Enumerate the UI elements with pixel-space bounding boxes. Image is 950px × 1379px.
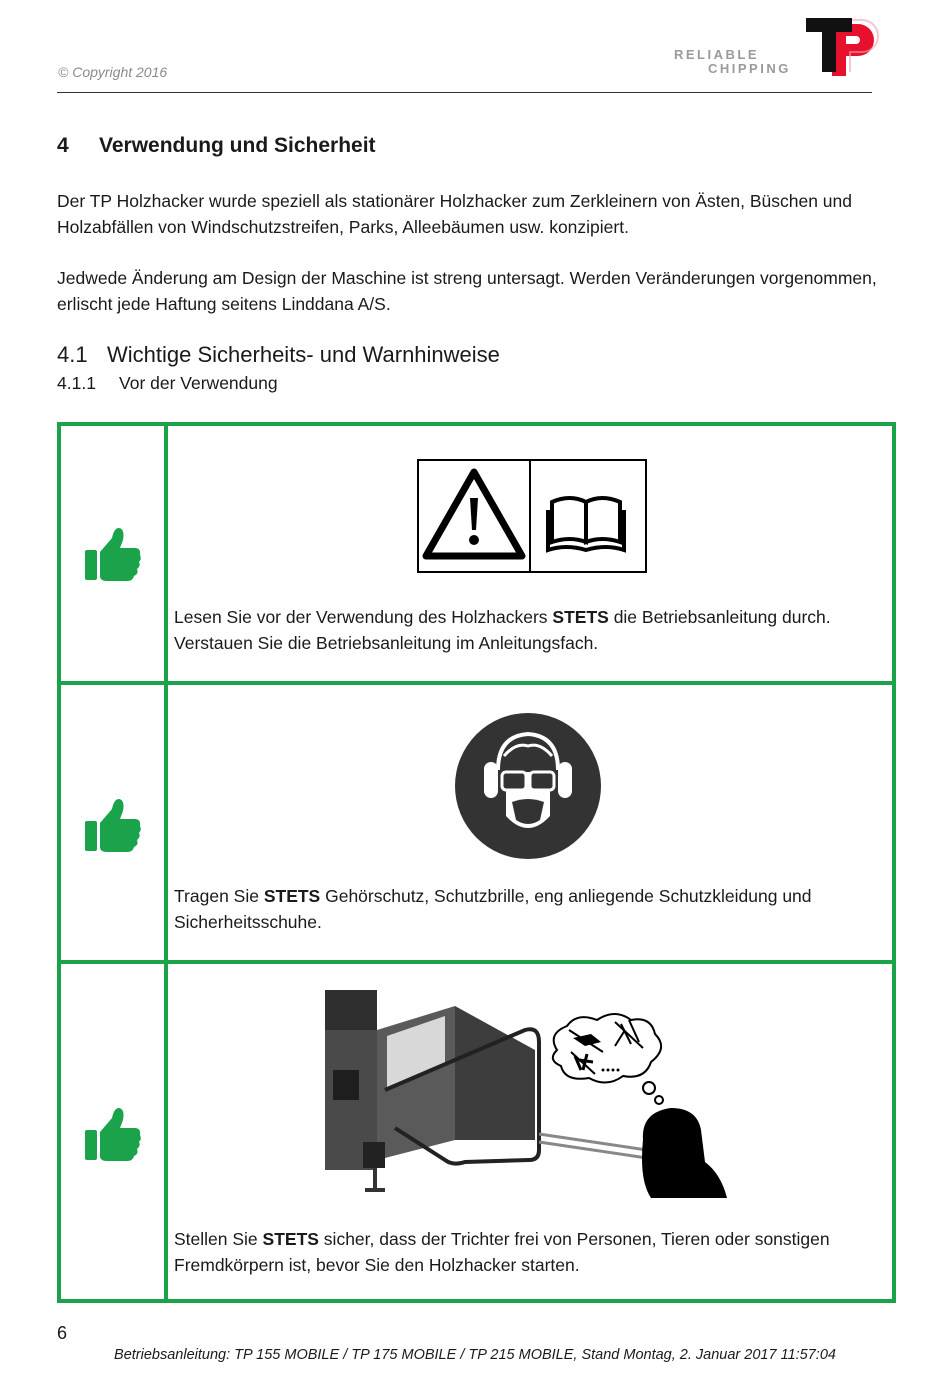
- section-heading: [57, 134, 376, 158]
- section-title: Verwendung und Sicherheit: [99, 134, 376, 157]
- table-row: [61, 964, 892, 1299]
- subsubsection-title: Vor der Verwendung: [119, 373, 278, 393]
- thumbs-up-icon: [83, 1104, 143, 1164]
- row-instruction-text: Tragen Sie STETS Gehörschutz, Schutzbrille, eng anliegende Schutzkleidung und Sicherheitsschuhe.: [174, 886, 812, 932]
- tp-logo: [800, 14, 880, 80]
- table-row: [61, 685, 892, 960]
- page-number: 6: [57, 1323, 68, 1343]
- subsubsection-number: 4.1.1: [57, 373, 96, 393]
- safety-table: [57, 422, 896, 1303]
- row-instruction-text: Stellen Sie STETS sicher, dass der Trichter frei von Personen, Tieren oder sonstigen Fremdkörpern ist, bevor Sie den Holzhacker starten.: [174, 1229, 830, 1275]
- intro-paragraph: Der TP Holzhacker wurde speziell als stationärer Holzhacker zum Zerkleinern von Ästen, Büschen und Holzabfällen von Windschutzstreifen, Parks, Alleebäumen usw. konzipiert.: [57, 191, 853, 237]
- hopper-clear-illustration: [325, 990, 735, 1200]
- copyright-notice: © Copyright 2016: [58, 64, 168, 80]
- subsection-number: 4.1: [57, 342, 88, 367]
- logo-tagline-line2: CHIPPING: [708, 61, 791, 76]
- row-instruction-text: Lesen Sie vor der Verwendung des Holzhackers STETS die Betriebsanleitung durch. Verstauen Sie die Betriebsanleitung im Anleitungsfach.: [174, 607, 831, 653]
- header-divider: [57, 92, 872, 93]
- subsection-title: Wichtige Sicherheits- und Warnhinweise: [107, 342, 500, 367]
- logo-tagline: [674, 48, 794, 76]
- thumbs-up-icon: [83, 524, 143, 584]
- table-row: [61, 426, 892, 681]
- thumbs-up-icon: [83, 795, 143, 855]
- logo-tagline-line1: RELIABLE: [674, 47, 759, 62]
- section-number: 4: [57, 134, 69, 157]
- subsubsection-heading: [57, 373, 278, 394]
- warning-read-manual-pictogram: [416, 458, 650, 576]
- footer-text: Betriebsanleitung: TP 155 MOBILE / TP 175 MOBILE / TP 215 MOBILE, Stand Montag, 2. Januar 2017 11:57:04: [114, 1347, 836, 1363]
- modification-paragraph: Jedwede Änderung am Design der Maschine ist streng untersagt. Werden Veränderungen vorgenommen, erlischt jede Haftung seitens Linddana A/S.: [57, 268, 877, 314]
- subsection-heading: [57, 342, 500, 368]
- ppe-hearing-eye-protection-pictogram: [454, 712, 602, 860]
